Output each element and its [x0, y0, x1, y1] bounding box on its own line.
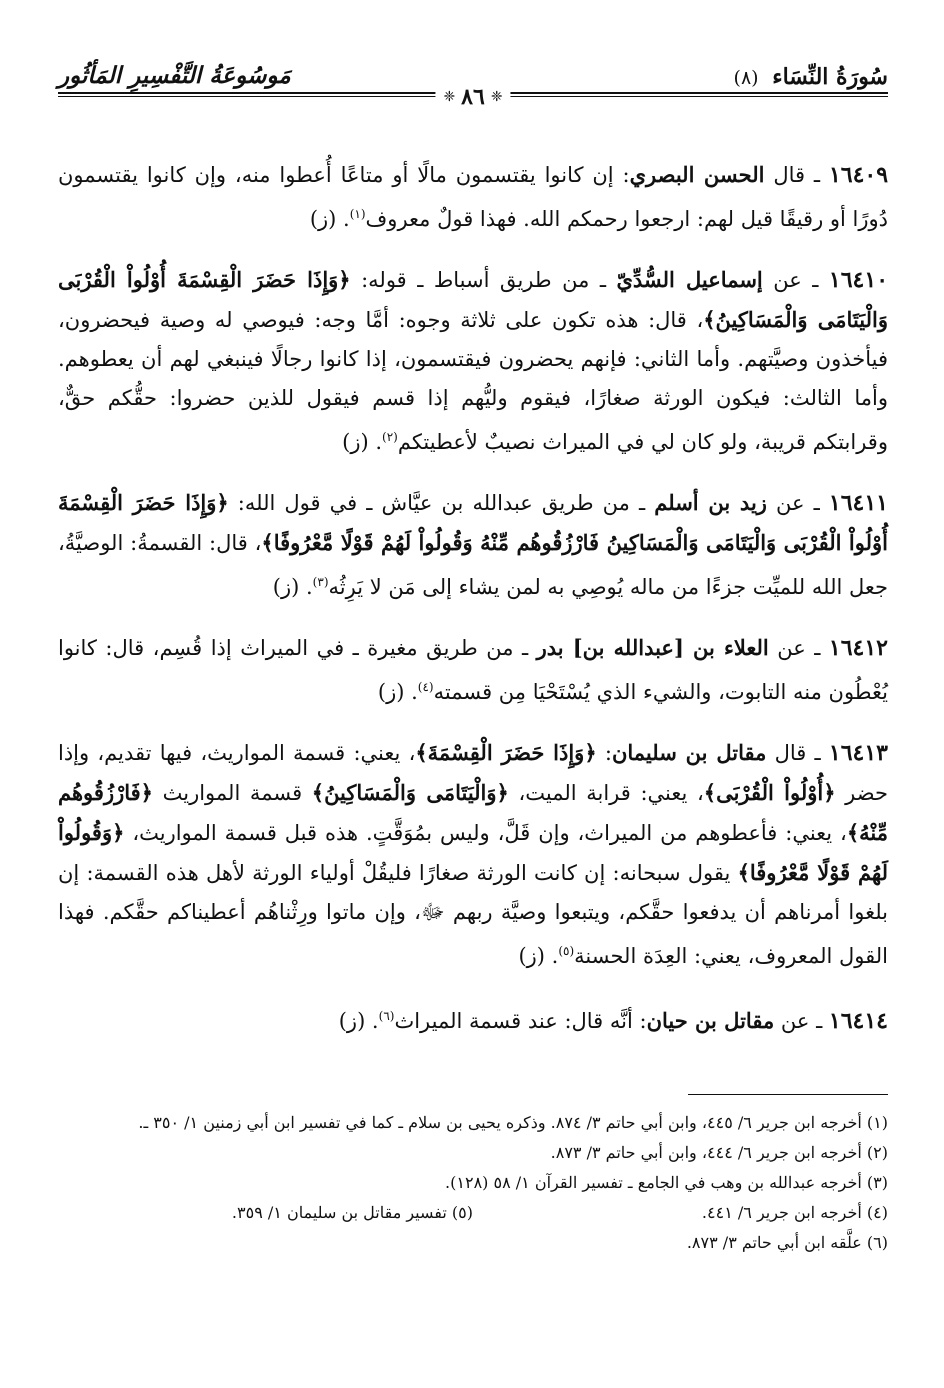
quran-quote: ﴿وَالْيَتَامَى وَالْمَسَاكِينُ﴾ [311, 780, 509, 805]
volume-number: (٨) [733, 67, 759, 89]
narration-text: ، قال: القسمةُ: الوصيَّةُ، جعل الله للميِّت جزءًا من ماله يُوصِي به لمن يشاء إلى مَن لا يَرِثُه [58, 531, 888, 599]
narration-text: . (ز) [338, 1009, 379, 1033]
quran-quote: ﴿فَارْزُقُوهُم مِّنْهُ﴾ [58, 780, 888, 845]
narration-text: . (ز) [342, 430, 383, 454]
narration-text: ـ قال [766, 741, 829, 765]
page-number: ٨٦ [461, 84, 485, 110]
narrator-name: مقاتل بن سليمان [611, 740, 767, 765]
quran-quote: ﴿أُوْلُواْ الْقُرْبَى﴾ [703, 780, 836, 805]
page [58, 56, 888, 1376]
narration-entry [58, 997, 888, 1041]
quran-quote: ﴿وَإِذَا حَضَرَ الْقِسْمَةَ أُوْلُواْ الْقُرْبَى وَالْيَتَامَى وَالْمَسَاكِينُ فَارْزُقُوهُم مِّنْهُ وَقُولُواْ لَهُمْ قَوْلًا مَّعْرُوفًا﴾ [58, 490, 888, 555]
narration-text: . (ز) [518, 944, 559, 968]
narrator-name: إسماعيل السُّدِّيّ [616, 267, 763, 292]
narration-text: ، يعني: فأعطوهم من الميراث، وإن قَلَّ، وليس بمُوَقَّتٍ. هذه قبل قسمة المواريث، [124, 821, 847, 845]
narration-text: ـ عن [774, 1009, 829, 1033]
narration-entry [58, 260, 888, 462]
narration-text: ـ عن [768, 636, 829, 660]
narrations-list [58, 134, 888, 1051]
book-title: مَوسُوعَةُ التَّفْسِيرِ المَأثُور [58, 62, 291, 89]
narration-text: ـ من طريق عبدالله بن عيَّاش ـ في قول الله: [228, 491, 655, 515]
narration-text: ، يعني: قرابة الميت، [508, 781, 704, 805]
narration-entry [58, 628, 888, 712]
ornament-icon: ❈ [443, 89, 456, 105]
footnote-1: (١) أخرجه ابن جرير ٦/ ٤٤٥، وابن أبي حاتم ٣/ ٨٧٤. وذكره يحيى بن سلام ـ كما في تفسير ابن أبي زمنين ١/ ٣٥٠ ـ. [138, 1113, 888, 1132]
narrator-name: العلاء بن [عبدالله بن] بدر [536, 635, 769, 660]
footnote-3: (٣) أخرجه عبدالله بن وهب في الجامع ـ تفسير القرآن ١/ ٥٨ (١٢٨). [445, 1173, 888, 1192]
footnote-ref: (٤) [417, 680, 434, 694]
narration-text: قسمة المواريث [152, 781, 312, 805]
narration-text: : [596, 741, 612, 765]
footnote-5: (٥) تفسير مقاتل بن سليمان ١/ ٣٥٩. [231, 1203, 473, 1222]
page-header [58, 56, 888, 118]
narration-entry [58, 483, 888, 607]
footnote-ref: (١) [349, 207, 366, 221]
footnote-4: (٤) أخرجه ابن جرير ٦/ ٤٤١. [701, 1203, 888, 1222]
quran-quote: ﴿وَإِذَا حَضَرَ الْقِسْمَةَ أُوْلُواْ الْقُرْبَى وَالْيَتَامَى وَالْمَسَاكِينُ﴾ [58, 267, 888, 332]
narration-text: ـ قال [764, 163, 829, 187]
quran-quote: ﴿وَإِذَا حَضَرَ الْقِسْمَةَ﴾ [415, 740, 597, 765]
narration-entry [58, 155, 888, 239]
page-number-box [435, 84, 510, 110]
narration-number: ١٦٤١١ [828, 490, 888, 516]
narration-number: ١٦٤١٢ [828, 635, 888, 661]
narration-text: ـ من طريق أسباط ـ قوله: [350, 268, 617, 292]
footnote-row [58, 1198, 888, 1228]
narration-text: ، قال: هذه تكون على ثلاثة وجوه: أمَّا وجه: فيوصي له وصية فيحضرون، فيأخذون وصيَّتهم. وأما الثاني: فإنهم يحضرون فيقتسمون، إذا كانوا رجالًا فينبغي لهم أن يعطوهم. وأما الثالث: فيكون الورثة صغارًا، فيقوم وليُّهم إذا قسم فيقول للذين حضروا: حقُّكم حقٌّ، وقرابتكم قريبة، ولو كان لي في الميراث نصيبٌ لأعطيتكم [58, 308, 888, 454]
footnote-ref: (٥) [558, 944, 575, 958]
narration-number: ١٦٤١٤ [828, 1008, 888, 1034]
quran-quote: ﴿وَقُولُواْ لَهُمْ قَوْلًا مَّعْرُوفًا﴾ [58, 820, 888, 885]
footnote-2: (٢) أخرجه ابن جرير ٦/ ٤٤٤، وابن أبي حاتم ٣/ ٨٧٣. [550, 1143, 888, 1162]
ornament-icon: ❈ [490, 89, 503, 105]
narration-text: : أنَّه قال: عند قسمة الميراث [394, 1009, 647, 1033]
narrator-name: زيد بن أسلم [654, 490, 767, 515]
narration-text: ـ عن [762, 268, 829, 292]
narration-text: : إن كانوا يقتسمون مالًا أو متاعًا أُعطوا منه، وإن كانوا يقتسمون دُورًا أو رقيقًا قيل لهم: ارجعوا رحمكم الله. فهذا قولٌ معروف [58, 163, 888, 231]
narration-text: يقول سبحانه: إن كانت الورثة صغارًا فليقُلْ أولياء الورثة لأهل هذه القسمة: إن بلغوا أمرناهم أن يدفعوا حقَّكم، ويتبعوا وصيَّة ربهم ﷻ، وإن ماتوا ورِثْناهُم أعطيناكم حقَّكم. فهذا القول المعروف، يعني: العِدَة الحسنة [58, 861, 888, 968]
narration-text: . (ز) [377, 680, 418, 704]
narration-text: ـ عن [766, 491, 829, 515]
narration-text: . (ز) [272, 575, 313, 599]
narration-number: ١٦٤١٠ [828, 267, 889, 293]
narration-number: ١٦٤١٣ [828, 740, 888, 766]
narrator-name: الحسن البصري [629, 162, 765, 187]
footnotes [58, 1108, 888, 1258]
narration-text: . (ز) [309, 207, 350, 231]
footnote-ref: (٣) [312, 575, 329, 589]
narrator-name: مقاتل بن حيان [646, 1008, 775, 1033]
narration-number: ١٦٤٠٩ [828, 162, 889, 188]
narration-text: ، يعني: قسمة المواريث، فيها تقديم، وإذا حضر [58, 741, 888, 805]
running-header-surah [734, 64, 888, 90]
footnote-ref: (٦) [378, 1009, 395, 1023]
narration-text: ـ من طريق مغيرة ـ في الميراث إذا قُسِم، قال: كانوا يُعْطُون منه التابوت، والشيء الذي يُسْتَحْيَا مِن قسمته [58, 636, 888, 704]
narration-entry [58, 733, 888, 976]
surah-name: سُورَةُ النِّسَاء [772, 64, 888, 90]
footnote-6: (٦) علَّقه ابن أبي حاتم ٣/ ٨٧٣. [686, 1233, 888, 1252]
footnote-separator [688, 1094, 888, 1095]
footnote-ref: (٢) [382, 430, 398, 444]
